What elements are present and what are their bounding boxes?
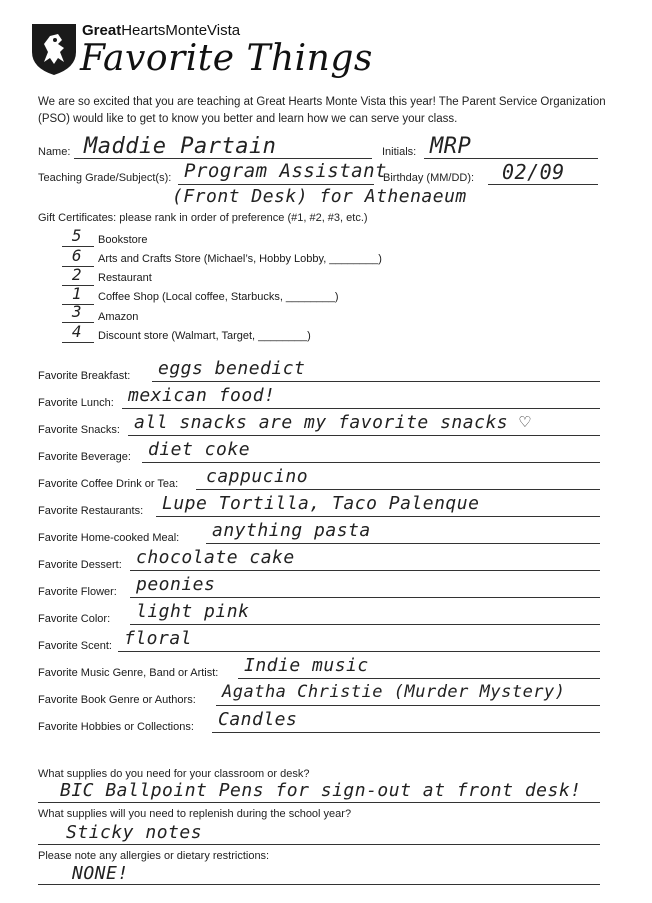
favorite-value[interactable]: anything pasta bbox=[212, 520, 371, 541]
favorite-value[interactable]: all snacks are my favorite snacks ♡ bbox=[134, 412, 531, 433]
question-answer[interactable]: BIC Ballpoint Pens for sign-out at front desk! bbox=[60, 780, 582, 801]
name-value[interactable]: Maddie Partain bbox=[84, 134, 277, 159]
favorite-label: Favorite Music Genre, Band or Artist: bbox=[38, 667, 219, 679]
gift-label: Coffee Shop (Local coffee, Starbucks, ________) bbox=[98, 291, 339, 303]
favorite-value[interactable]: chocolate cake bbox=[136, 547, 295, 568]
gift-rank[interactable]: 2 bbox=[71, 265, 83, 284]
gift-rank[interactable]: 5 bbox=[71, 226, 83, 245]
favorite-label: Favorite Scent: bbox=[38, 640, 112, 652]
name-label: Name: bbox=[38, 146, 71, 158]
page-title: Favorite Things bbox=[80, 38, 373, 79]
favorite-label: Favorite Flower: bbox=[38, 586, 117, 598]
favorite-label: Favorite Color: bbox=[38, 613, 111, 625]
intro-text: We are so excited that you are teaching at Great Hearts Monte Vista this year! The Parent Service Organization (PSO) would like to get to know you better and learn how we can serve your class. bbox=[38, 96, 606, 125]
favorite-value[interactable]: floral bbox=[124, 628, 193, 649]
question-answer[interactable]: NONE! bbox=[72, 863, 129, 884]
grade-label: Teaching Grade/Subject(s): bbox=[38, 172, 172, 184]
school-crest-logo bbox=[30, 22, 78, 76]
favorite-value[interactable]: eggs benedict bbox=[158, 358, 306, 379]
initials-value[interactable]: MRP bbox=[430, 134, 472, 159]
question-label: Please note any allergies or dietary restrictions: bbox=[38, 850, 270, 862]
favorite-label: Favorite Dessert: bbox=[38, 559, 122, 571]
favorite-value[interactable]: Agatha Christie (Murder Mystery) bbox=[222, 682, 566, 702]
favorite-value[interactable]: diet coke bbox=[148, 439, 251, 460]
question-answer[interactable]: Sticky notes bbox=[66, 822, 203, 843]
favorite-label: Favorite Hobbies or Collections: bbox=[38, 721, 194, 733]
gift-rank[interactable]: 1 bbox=[71, 284, 83, 303]
favorite-label: Favorite Breakfast: bbox=[38, 370, 131, 382]
favorite-value[interactable]: cappucino bbox=[206, 466, 309, 487]
favorite-label: Favorite Coffee Drink or Tea: bbox=[38, 478, 179, 490]
favorite-value[interactable]: light pink bbox=[136, 601, 250, 622]
gift-label: Discount store (Walmart, Target, ________) bbox=[98, 330, 311, 342]
grade-value-line2[interactable]: (Front Desk) for Athenaeum bbox=[172, 186, 467, 207]
gift-label: Arts and Crafts Store (Michael’s, Hobby Lobby, ________) bbox=[98, 253, 382, 265]
birthday-value[interactable]: 02/09 bbox=[502, 160, 565, 184]
favorite-label: Favorite Book Genre or Authors: bbox=[38, 694, 196, 706]
brand-rest: HeartsMonteVista bbox=[121, 22, 241, 39]
gift-rank[interactable]: 4 bbox=[71, 322, 83, 341]
favorite-label: Favorite Restaurants: bbox=[38, 505, 144, 517]
grade-value-line1[interactable]: Program Assistant bbox=[184, 160, 387, 182]
favorite-value[interactable]: Lupe Tortilla, Taco Palenque bbox=[162, 493, 480, 514]
favorite-label: Favorite Snacks: bbox=[38, 424, 120, 436]
favorite-value[interactable]: Candles bbox=[218, 709, 298, 730]
favorite-label: Favorite Home-cooked Meal: bbox=[38, 532, 180, 544]
favorite-value[interactable]: peonies bbox=[136, 574, 216, 595]
brand-name bbox=[82, 22, 240, 39]
gift-rank[interactable]: 6 bbox=[71, 246, 83, 265]
initials-label: Initials: bbox=[382, 146, 417, 158]
gift-label: Restaurant bbox=[98, 272, 152, 284]
gift-heading: Gift Certificates: please rank in order of preference (#1, #2, #3, etc.) bbox=[38, 212, 368, 224]
gift-label: Bookstore bbox=[98, 234, 148, 246]
gift-label: Amazon bbox=[98, 311, 139, 323]
favorite-label: Favorite Beverage: bbox=[38, 451, 131, 463]
gift-rank[interactable]: 3 bbox=[71, 302, 83, 321]
question-label: What supplies will you need to replenish during the school year? bbox=[38, 808, 352, 820]
favorite-value[interactable]: mexican food! bbox=[128, 385, 276, 406]
brand-bold: Great bbox=[82, 22, 122, 39]
birthday-label: Birthday (MM/DD): bbox=[383, 172, 475, 184]
favorite-label: Favorite Lunch: bbox=[38, 397, 114, 409]
question-label: What supplies do you need for your classroom or desk? bbox=[38, 768, 310, 780]
favorite-value[interactable]: Indie music bbox=[244, 655, 369, 676]
